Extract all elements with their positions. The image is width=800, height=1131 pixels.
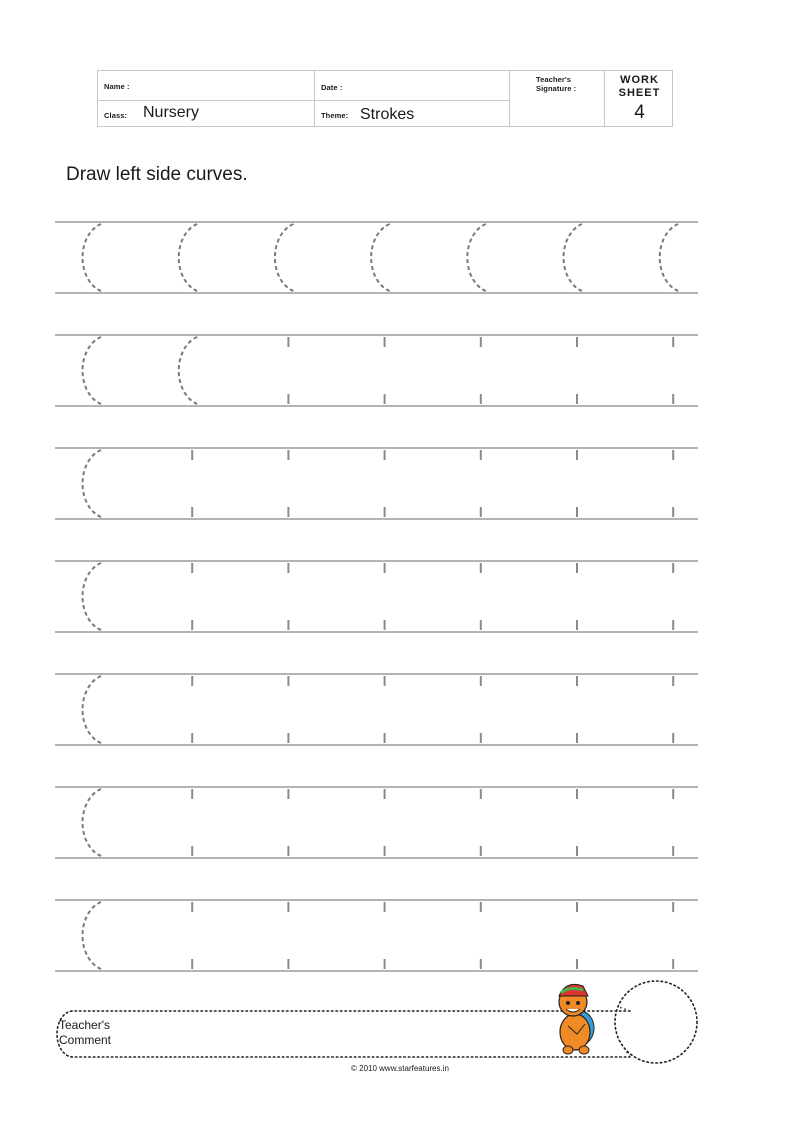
name-label: Name : bbox=[104, 82, 130, 91]
teacher-comment-label: Teacher's Comment bbox=[59, 1018, 112, 1047]
comment-circle bbox=[615, 981, 697, 1063]
mascot-icon bbox=[559, 984, 594, 1054]
theme-value: Strokes bbox=[360, 106, 415, 123]
class-label: Class: bbox=[104, 111, 128, 120]
teacher-signature-label: Teacher's bbox=[536, 75, 572, 84]
worksheet-label: WORK SHEET bbox=[618, 74, 661, 99]
instruction-text: Draw left side curves. bbox=[66, 164, 248, 185]
date-label: Date : bbox=[321, 83, 343, 92]
worksheet-number: 4 bbox=[634, 102, 645, 123]
comment-box-outline bbox=[57, 1011, 630, 1057]
theme-label: Theme: bbox=[321, 111, 349, 120]
copyright-text: © 2010 www.starfeatures.in bbox=[351, 1064, 449, 1073]
class-value: Nursery bbox=[143, 104, 200, 121]
teacher-signature-label: Signature : bbox=[536, 84, 577, 93]
comment-box-connector bbox=[621, 1043, 630, 1057]
